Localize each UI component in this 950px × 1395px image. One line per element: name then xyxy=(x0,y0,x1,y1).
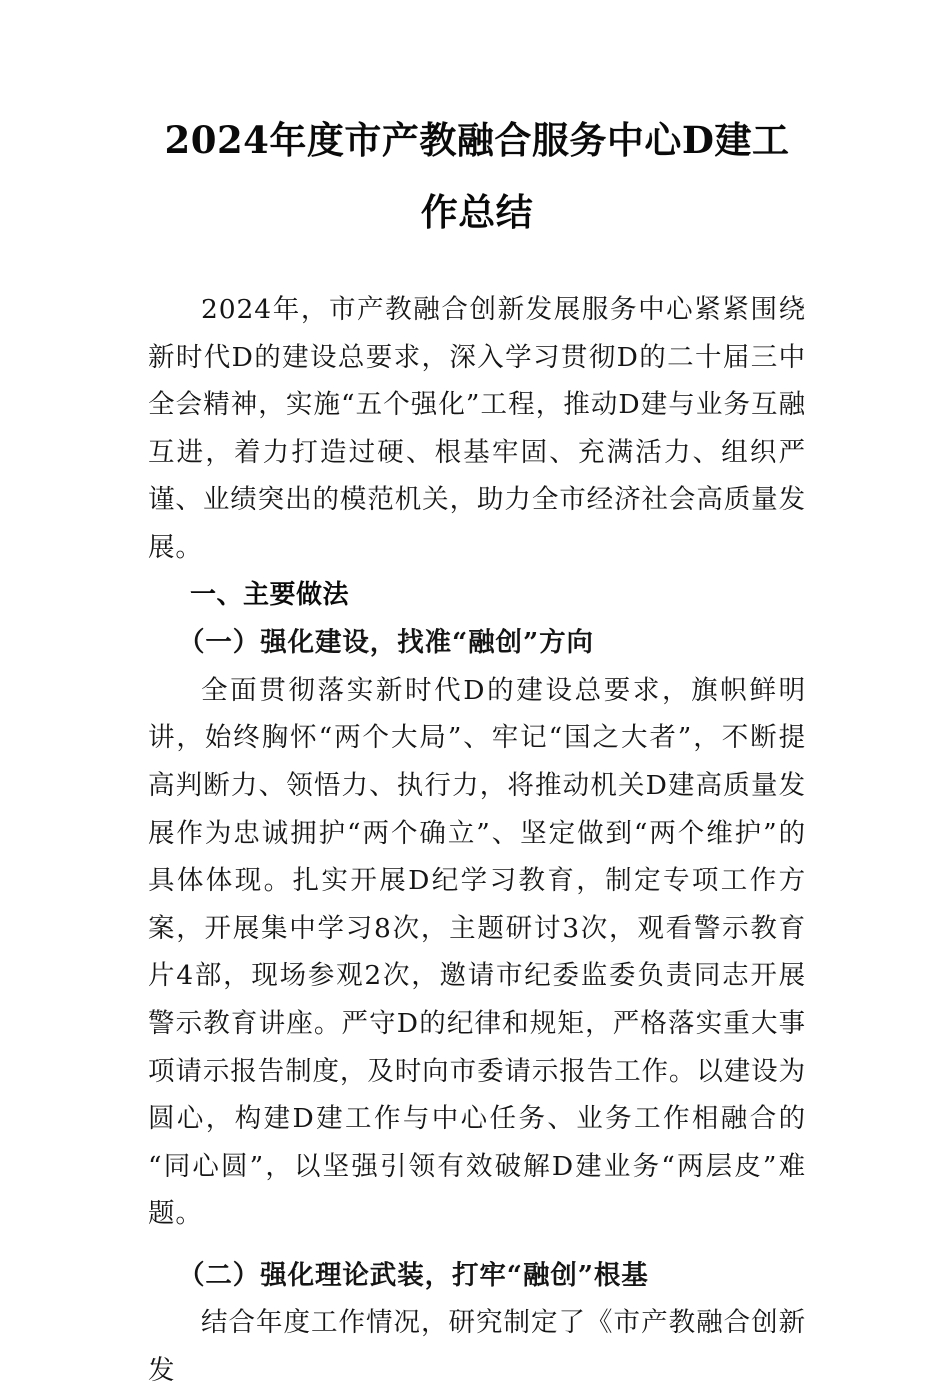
heading-section-1-1: （一）强化建设，找准“融创”方向 xyxy=(178,627,594,659)
document-text-column xyxy=(148,0,806,1395)
heading-section-1: 一、主要做法 xyxy=(190,579,350,610)
paragraph-section-1-2: 结合年度工作情况，研究制定了《市产教融合创新发 xyxy=(148,1307,806,1387)
paragraph-section-1-1: 全面贯彻落实新时代D的建设总要求，旗帜鲜明讲，始终胸怀“两个大局”、牢记“国之大者”，不断提高判断力、领悟力、执行力，将推动机关D建高质量发展作为忠诚拥护“两个确立”、坚定做到“两个维护”的具体体现。扎实开展D纪学习教育，制定专项工作方案，开展集中学习8次，主题研讨3次，观看警示教育片4部，现场参观2次，邀请市纪委监委负责同志开展警示教育讲座。严守D的纪律和规矩，严格落实重大事项请示报告制度，及时向市委请示报告工作。以建设为圆心，构建D建工作与中心任务、业务工作相融合的“同心圆”，以坚强引领有效破解D建业务“两层皮”难题。 xyxy=(148,674,806,1230)
paragraph-intro: 2024年，市产教融合创新发展服务中心紧紧围绕新时代D的建设总要求，深入学习贯彻D的二十届三中全会精神，实施“五个强化”工程，推动D建与业务互融互进，着力打造过硬、根基牢固、充满活力、组织严谨、业绩突出的模范机关，助力全市经济社会高质量发展。 xyxy=(148,294,806,563)
page-title: 2024年度市产教融合服务中心D建工作总结 xyxy=(164,118,790,234)
heading-section-1-2: （二）强化理论武装，打牢“融创”根基 xyxy=(178,1259,649,1291)
